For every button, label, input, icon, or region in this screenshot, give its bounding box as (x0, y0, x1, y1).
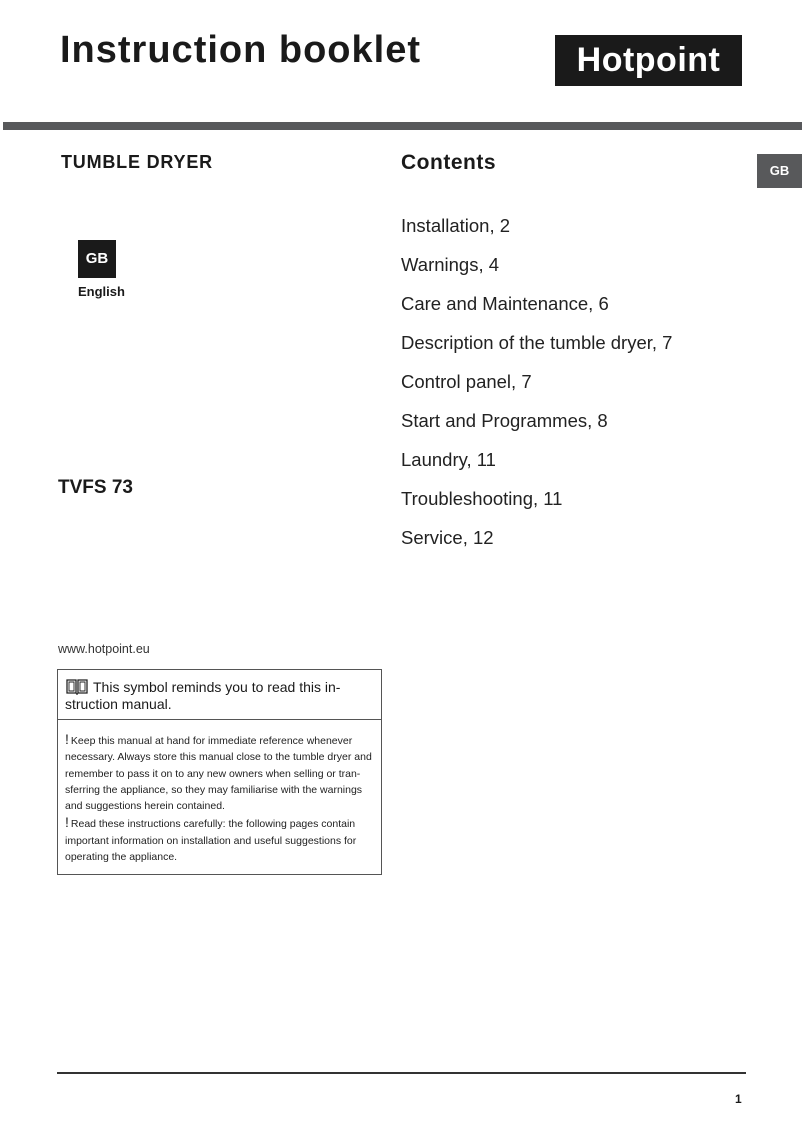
notice-line: and suggestions herein contained. (65, 800, 225, 813)
notice-paragraph (58, 731, 381, 865)
contents-heading: Contents (401, 151, 496, 174)
notice-line: remember to pass it on to any new owners when selling or tran- (65, 767, 361, 780)
toc-item-laundry[interactable]: Laundry, 11 (401, 449, 496, 470)
toc-item-control-panel[interactable]: Control panel, 7 (401, 371, 532, 392)
page-number: 1 (735, 1092, 742, 1106)
language-name: English (78, 284, 125, 299)
model-number: TVFS 73 (58, 477, 133, 498)
toc-item-installation[interactable]: Installation, 2 (401, 215, 511, 236)
symbol-text-line2: struction manual. (65, 696, 172, 712)
toc-item-start-programmes[interactable]: Start and Programmes, 8 (401, 410, 608, 431)
toc-item-description[interactable]: Description of the tumble dryer, 7 (401, 332, 673, 353)
notice-line: operating the appliance. (65, 851, 178, 864)
language-side-tab: GB (757, 154, 802, 188)
page-title: Instruction booklet (60, 29, 421, 71)
toc-item-care[interactable]: Care and Maintenance, 6 (401, 293, 609, 314)
notice-line: important information on installation and useful suggestions for (65, 834, 357, 847)
notice-box (57, 669, 382, 875)
notice-line: sferring the appliance, so they may familiarise with the warnings (65, 783, 363, 796)
exclamation-icon: ! (65, 814, 69, 831)
notice-line: Read these instructions carefully: the following pages contain (70, 818, 356, 831)
brand-logo: Hotpoint (555, 35, 742, 86)
notice-line: necessary. Always store this manual close to the tumble dryer and (65, 751, 372, 764)
product-type: TUMBLE DRYER (61, 152, 213, 172)
toc-item-troubleshooting[interactable]: Troubleshooting, 11 (401, 488, 563, 509)
table-of-contents (401, 206, 672, 557)
footer-divider (57, 1072, 746, 1074)
open-book-icon (65, 678, 89, 695)
symbol-notice (58, 670, 381, 720)
language-badge: GB (78, 240, 116, 278)
header-divider (3, 122, 802, 130)
notice-line: Keep this manual at hand for immediate reference whenever (70, 735, 353, 747)
website-link[interactable]: www.hotpoint.eu (58, 642, 150, 656)
exclamation-icon: ! (65, 731, 69, 747)
symbol-text-line1: This symbol reminds you to read this in- (93, 679, 341, 695)
toc-item-service[interactable]: Service, 12 (401, 527, 494, 548)
toc-item-warnings[interactable]: Warnings, 4 (401, 254, 500, 275)
